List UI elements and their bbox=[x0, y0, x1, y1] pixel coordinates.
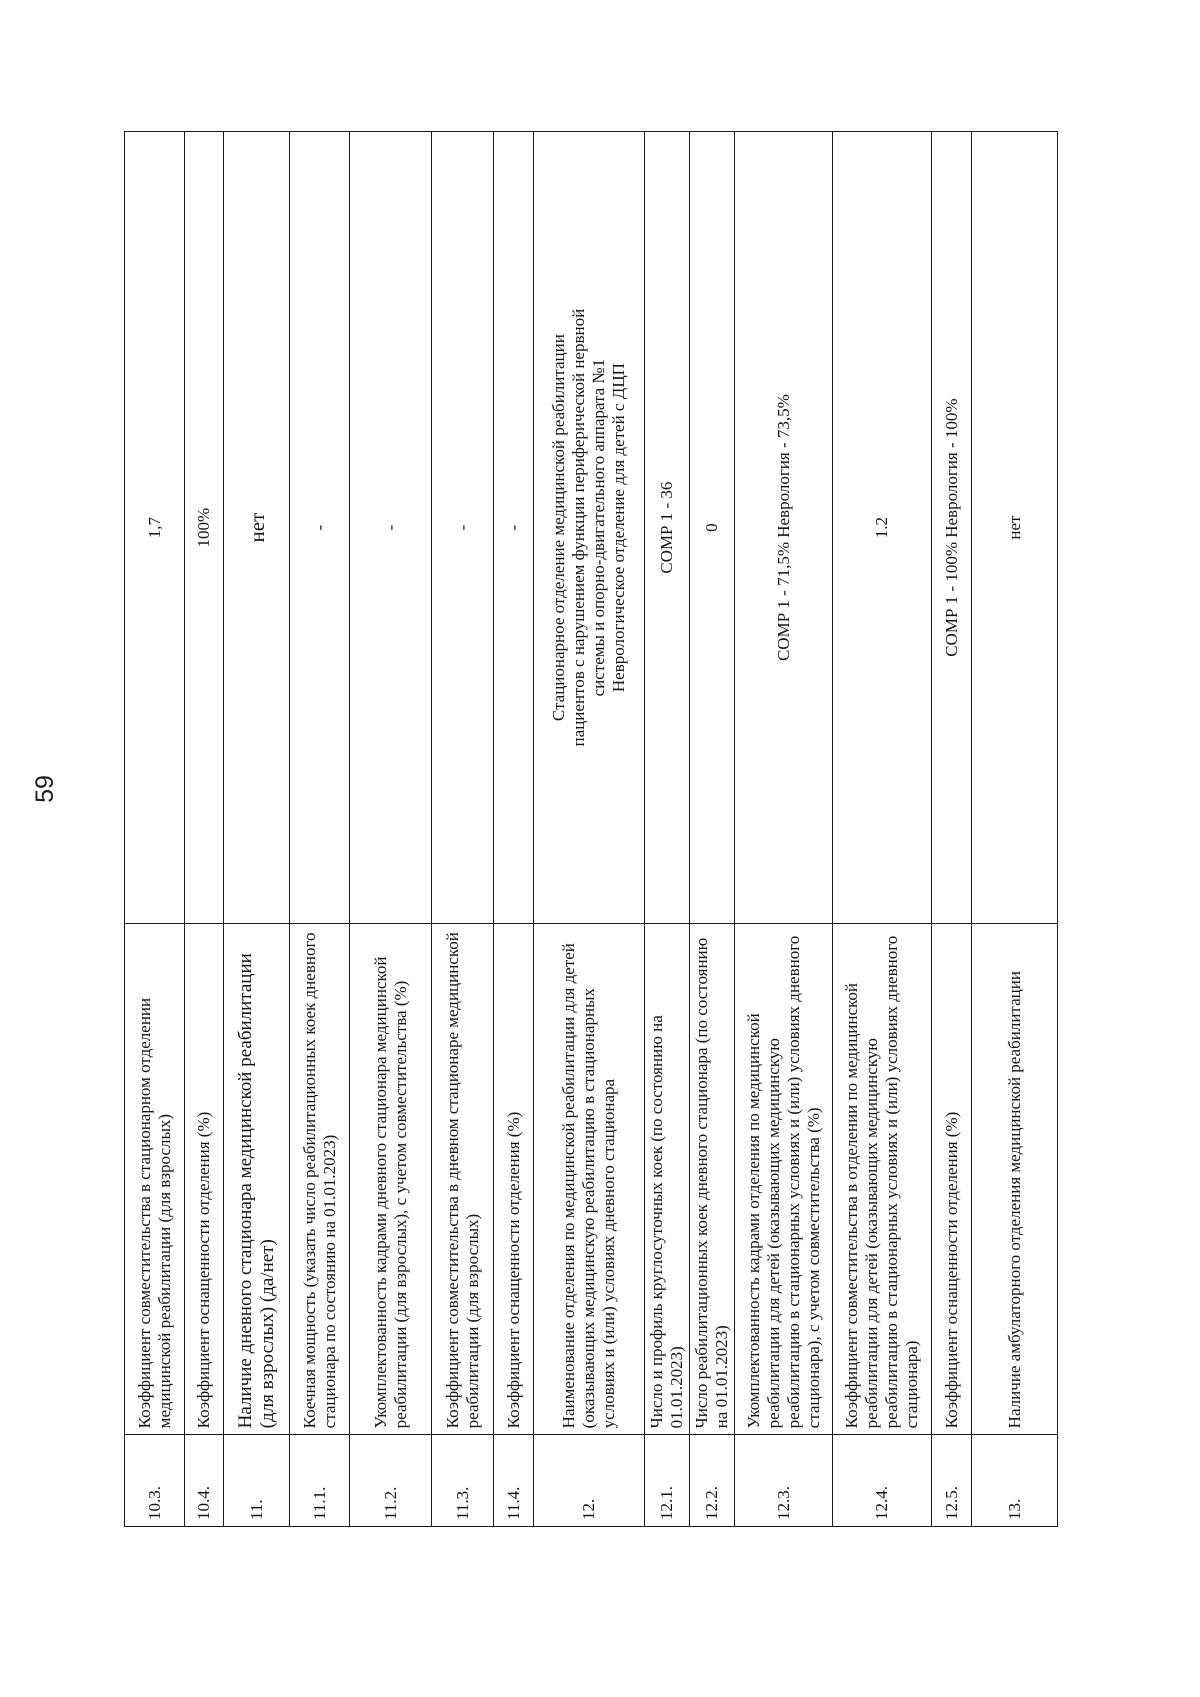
row-number: 11.3. bbox=[432, 1435, 494, 1527]
row-value: - bbox=[290, 132, 350, 924]
table-row bbox=[735, 132, 833, 1527]
department-name-line: Стационарное отделение медицинской реабилитации bbox=[549, 334, 568, 722]
document-table-rotated bbox=[124, 131, 1052, 1527]
table-row bbox=[833, 132, 932, 1527]
row-value: - bbox=[432, 132, 494, 924]
row-number: 12.2. bbox=[690, 1435, 735, 1527]
table-row bbox=[690, 132, 735, 1527]
row-description: Коэффициент совместительства в стационарном отделении медицинской реабилитации (для взрослых) bbox=[125, 924, 185, 1435]
row-number: 13. bbox=[972, 1435, 1058, 1527]
row-description: Укомплектованность кадрами дневного стационара медицинской реабилитации (для взрослых), с учетом совместительства (%) bbox=[350, 924, 432, 1435]
table-row bbox=[932, 132, 972, 1527]
row-number: 11.1. bbox=[290, 1435, 350, 1527]
table-row bbox=[125, 132, 185, 1527]
row-description: Коечная мощность (указать число реабилитационных коек дневного стационара по состоянию на 01.01.2023) bbox=[290, 924, 350, 1435]
row-description: Коэффициент совместительства в отделении по медицинской реабилитации для детей (оказывающих медицинскую реабилитацию в стационарных условиях и (или) условиях дневного стационара) bbox=[833, 924, 932, 1435]
table-row bbox=[224, 132, 290, 1527]
row-number: 12.1. bbox=[645, 1435, 690, 1527]
table-row bbox=[185, 132, 224, 1527]
table-row bbox=[494, 132, 534, 1527]
row-number: 11.2. bbox=[350, 1435, 432, 1527]
row-value: 0 bbox=[690, 132, 735, 924]
row-description: Наличие амбулаторного отделения медицинской реабилитации bbox=[972, 924, 1058, 1435]
table-row bbox=[534, 132, 645, 1527]
row-description: Число реабилитационных коек дневного стационара (по состоянию на 01.01.2023) bbox=[690, 924, 735, 1435]
row-value: нет bbox=[972, 132, 1058, 924]
row-number: 11.4. bbox=[494, 1435, 534, 1527]
department-name-line: Неврологическое отделение для детей с ДЦП bbox=[609, 363, 628, 693]
department-name-line: пациентов с нарушением функции периферической нервной bbox=[569, 308, 588, 747]
row-value: 1.2 bbox=[833, 132, 932, 924]
table-row bbox=[350, 132, 432, 1527]
table-row bbox=[432, 132, 494, 1527]
row-number: 12. bbox=[534, 1435, 645, 1527]
row-number: 10.3. bbox=[125, 1435, 185, 1527]
row-number: 12.4. bbox=[833, 1435, 932, 1527]
table-row bbox=[645, 132, 690, 1527]
row-description: Коэффициент оснащенности отделения (%) bbox=[494, 924, 534, 1435]
row-value: СОМР 1 - 36 bbox=[645, 132, 690, 924]
row-value: 1,7 bbox=[125, 132, 185, 924]
row-value: СОМР 1 - 100% Неврология - 100% bbox=[932, 132, 972, 924]
row-number: 11. bbox=[224, 1435, 290, 1527]
row-description: Коэффициент совместительства в дневном стационаре медицинской реабилитации (для взрослых) bbox=[432, 924, 494, 1435]
row-value: нет bbox=[224, 132, 290, 924]
row-number: 12.3. bbox=[735, 1435, 833, 1527]
row-value: 100% bbox=[185, 132, 224, 924]
table-row bbox=[972, 132, 1058, 1527]
row-description: Коэффициент оснащенности отделения (%) bbox=[932, 924, 972, 1435]
row-number: 10.4. bbox=[185, 1435, 224, 1527]
row-description: Укомплектованность кадрами отделения по медицинской реабилитации для детей (оказывающих медицинскую реабилитацию в стационарных условиях и (или) условиях дневного стационара), с учетом совместительства (%) bbox=[735, 924, 833, 1435]
row-number: 12.5. bbox=[932, 1435, 972, 1527]
row-description: Число и профиль круглосуточных коек (по состоянию на 01.01.2023) bbox=[645, 924, 690, 1435]
row-value: СОМР 1 - 71,5% Неврология - 73,5% bbox=[735, 132, 833, 924]
row-description: Коэффициент оснащенности отделения (%) bbox=[185, 924, 224, 1435]
row-value bbox=[534, 132, 645, 924]
table-row bbox=[290, 132, 350, 1527]
row-value: - bbox=[494, 132, 534, 924]
document-table bbox=[124, 131, 1058, 1527]
page-number: 59 bbox=[31, 775, 59, 803]
row-description: Наименование отделения по медицинской реабилитации для детей (оказывающих медицинскую реабилитацию в стационарных условиях и (или) условиях дневного стационара bbox=[534, 924, 645, 1435]
row-description: Наличие дневного стационара медицинской реабилитации (для взрослых) (да/нет) bbox=[224, 924, 290, 1435]
department-name-line: системы и опорно-двигательного аппарата №1 bbox=[589, 358, 608, 697]
row-value: - bbox=[350, 132, 432, 924]
